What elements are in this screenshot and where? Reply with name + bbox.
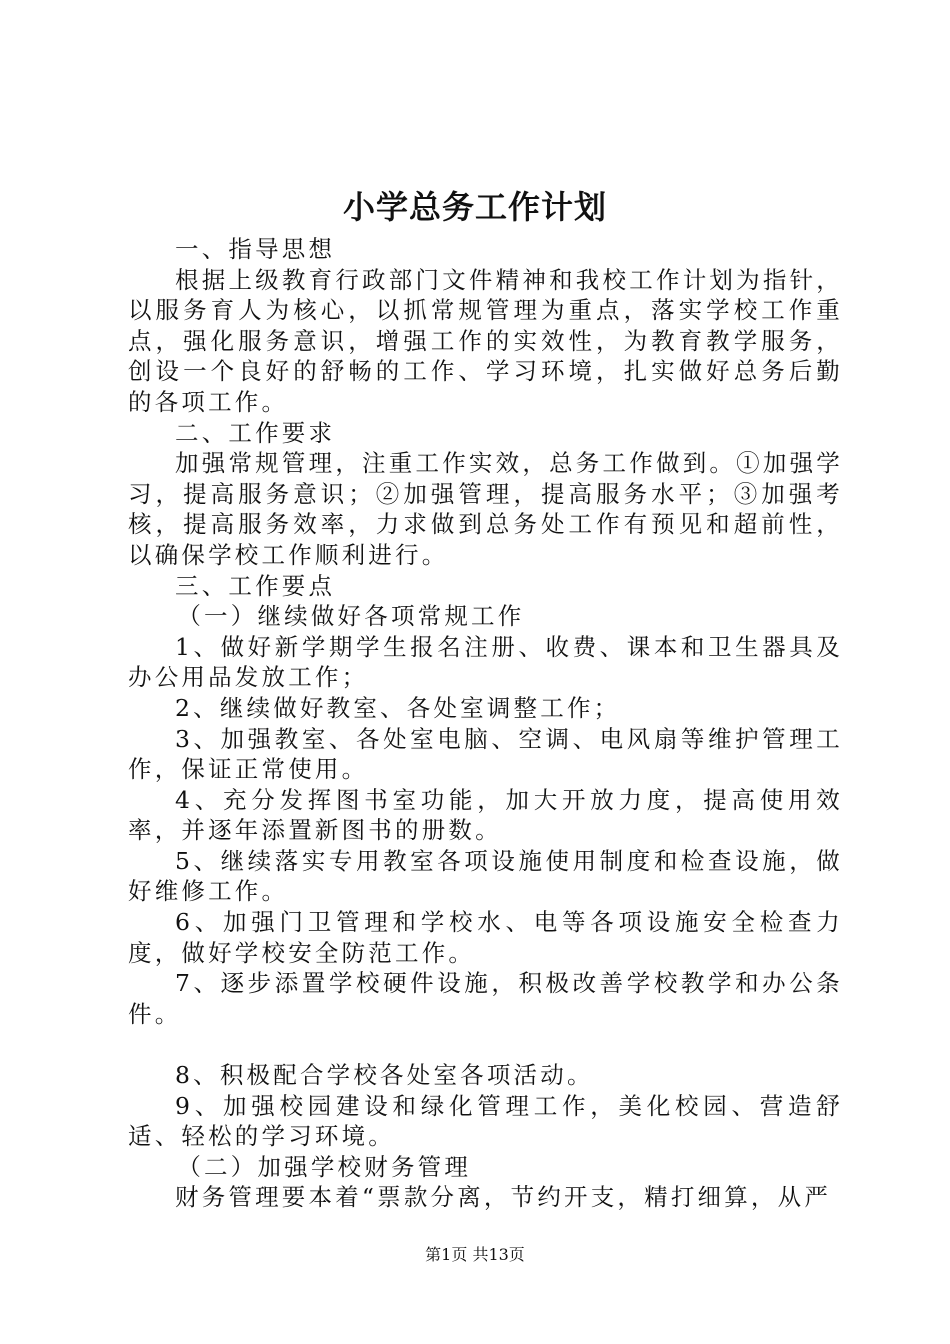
paragraph: 根据上级教育行政部门文件精神和我校工作计划为指针，以服务育人为核心，以抓常规管理为重点，落实学校工作重点，强化服务意识，增强工作的实效性，为教育教学服务，创设一个良好的舒畅的工作、学习环境，扎实做好总务后勤的各项工作。 (128, 265, 843, 416)
section-heading: 一、指导思想 (175, 235, 336, 263)
list-item: 1、做好新学期学生报名注册、收费、课本和卫生器具及办公用品发放工作； (128, 632, 843, 692)
list-item: 3、加强教室、各处室电脑、空调、电风扇等维护管理工作，保证正常使用。 (128, 724, 843, 784)
section-heading: 三、工作要点 (175, 571, 336, 600)
list-item: 7、逐步添置学校硬件设施，积极改善学校教学和办公条件。 (128, 969, 843, 1028)
list-item: 9、加强校园建设和绿化管理工作，美化校园、营造舒适、轻松的学习环境。 (128, 1091, 843, 1151)
page-footer: 第1页 共13页 (425, 1245, 525, 1264)
paragraph: 财务管理要本着“票款分离，节约开支，精打细算，从严 (175, 1183, 832, 1212)
document-title: 小学总务工作计划 (342, 188, 607, 226)
paragraph: 加强常规管理，注重工作实效，总务工作做到。①加强学习，提高服务意识；②加强管理，提高服务水平；③加强考核，提高服务效率，力求做到总务处工作有预见和超前性，以确保学校工作顺利进行。 (128, 449, 843, 569)
list-item: 6、加强门卫管理和学校水、电等各项设施安全检查力度，做好学校安全防范工作。 (128, 908, 843, 967)
subsection-heading: （一）继续做好各项常规工作 (177, 602, 525, 631)
subsection-heading: （二）加强学校财务管理 (177, 1152, 472, 1181)
list-item: 4、充分发挥图书室功能，加大开放力度，提高使用效率，并逐年添置新图书的册数。 (128, 785, 843, 845)
list-item: 8、积极配合学校各处室各项活动。 (175, 1061, 594, 1090)
list-item: 5、继续落实专用教室各项设施使用制度和检查设施，做好维修工作。 (128, 846, 843, 906)
blank-line (128, 1029, 843, 1060)
section-heading: 二、工作要求 (175, 418, 336, 447)
list-item: 2、继续做好教室、各处室调整工作； (175, 693, 621, 722)
document-body (128, 234, 843, 1213)
